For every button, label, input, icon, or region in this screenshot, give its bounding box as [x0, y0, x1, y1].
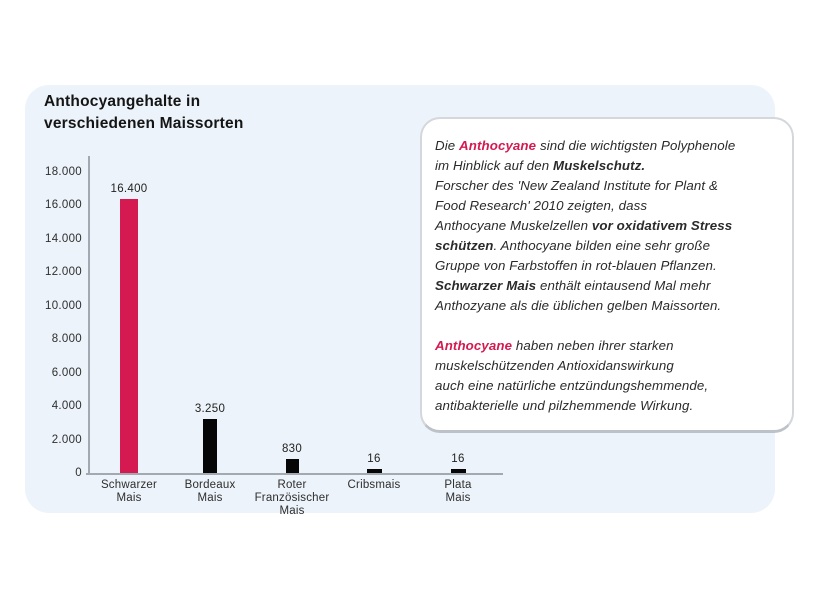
y-tick-label: 18.000 — [45, 166, 82, 178]
chart-title-line2: verschiedenen Maissorten — [44, 115, 244, 132]
x-category-label-line: Französischer — [254, 492, 330, 504]
text-segment: auch eine natürliche entzündungshemmende, — [435, 378, 709, 393]
info-paragraph-1 — [435, 136, 780, 316]
y-tick-label: 6.000 — [51, 366, 82, 379]
bar-2 — [203, 419, 217, 473]
text-segment: Anthozyane als die üblichen gelben Maissorten. — [435, 298, 722, 313]
chart-title — [44, 91, 244, 135]
text-segment: haben neben ihrer starken — [512, 338, 674, 353]
text-segment: vor oxidativem Stress — [591, 218, 733, 233]
x-category-label-line: Cribsmais — [347, 479, 401, 491]
x-category-label-line: Mais — [279, 505, 305, 517]
y-tick-label: 16.000 — [45, 199, 82, 212]
x-category-label-line: Roter — [277, 479, 307, 491]
bar-5 — [451, 469, 466, 473]
x-category-label-line: Mais — [116, 492, 142, 504]
text-segment: Muskelschutz. — [553, 158, 646, 173]
accent-text-segment: Anthocyane — [435, 338, 513, 353]
bar-value-label: 830 — [281, 443, 303, 455]
text-segment: Die — [435, 138, 460, 153]
x-category-label-line: Mais — [445, 492, 471, 504]
y-tick-label: 0 — [75, 467, 82, 479]
y-tick-label: 4.000 — [51, 400, 82, 413]
x-category-label-line: Schwarzer — [100, 479, 158, 491]
y-axis-line — [88, 156, 90, 473]
bar-4 — [367, 469, 382, 473]
y-tick-label: 10.000 — [45, 299, 82, 312]
text-segment: muskelschützenden Antioxidanswirkung — [435, 358, 674, 373]
x-category-label-line: Plata — [444, 479, 472, 491]
text-segment: sind die wichtigsten Polyphenole — [536, 138, 736, 153]
y-tick-label: 2.000 — [51, 433, 82, 446]
text-segment: Food Research' 2010 zeigten, dass — [435, 198, 648, 213]
text-segment: enthält eintausend Mal mehr — [536, 278, 711, 293]
text-segment: schützen — [435, 238, 494, 253]
bar-value-label: 16 — [451, 453, 465, 465]
text-segment: . Anthocyane bilden eine sehr große — [493, 238, 711, 253]
chart-title-line1: Anthocyangehalte in — [44, 93, 201, 110]
x-category-label-line: Mais — [197, 492, 223, 504]
text-segment: antibakterielle und pilzhemmende Wirkung. — [435, 398, 694, 413]
text-segment: Anthocyane Muskelzellen — [435, 218, 592, 233]
text-segment: Forscher des 'New Zealand Institute for Plant & — [435, 178, 718, 193]
text-segment: Schwarzer Mais — [435, 278, 537, 293]
bar-1 — [120, 199, 138, 473]
info-paragraph-2 — [435, 336, 780, 416]
bar-value-label: 16 — [367, 453, 381, 465]
y-tick-label: 12.000 — [45, 266, 82, 279]
bar-value-label: 16.400 — [110, 183, 148, 195]
text-segment: Gruppe von Farbstoffen in rot-blauen Pflanzen. — [435, 258, 717, 273]
accent-text-segment: Anthocyane — [459, 138, 537, 153]
bar-value-label: 3.250 — [194, 403, 226, 415]
info-box — [420, 117, 794, 433]
x-category-label-line: Bordeaux — [184, 479, 236, 491]
bar-3 — [286, 459, 299, 473]
y-tick-label: 8.000 — [51, 333, 82, 346]
x-category-label — [403, 479, 513, 505]
text-segment: im Hinblick auf den — [435, 158, 554, 173]
x-axis-line — [86, 473, 503, 475]
y-tick-label: 14.000 — [45, 232, 82, 245]
